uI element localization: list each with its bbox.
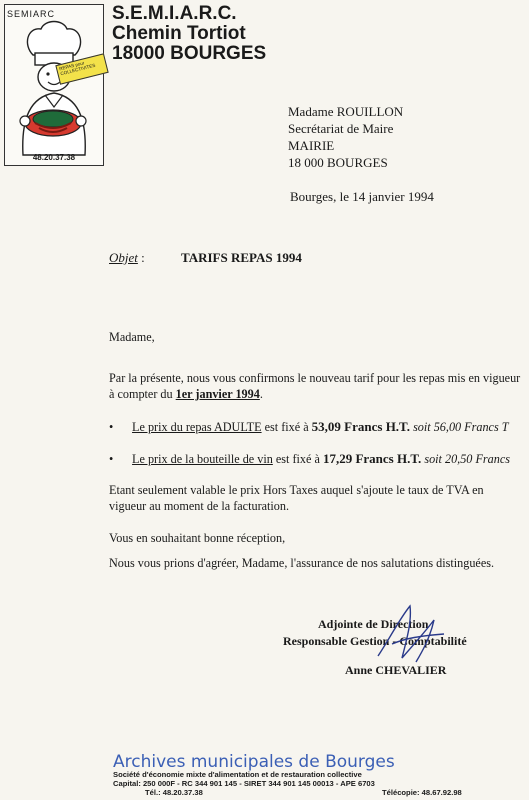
paragraph-confirmation (109, 370, 521, 402)
price-item-mid: est fixé à (264, 420, 309, 434)
repas-sign: REPAS pour COLLECTIVITES (55, 53, 108, 85)
recipient-name: Madame ROUILLON (288, 104, 404, 119)
price-item-label: Le prix du repas ADULTE (132, 420, 262, 434)
company-street: Chemin Tortiot (112, 23, 246, 44)
subject-label: Objet (109, 250, 138, 265)
semiarc-logo (4, 4, 104, 166)
letter-date: Bourges, le 14 janvier 1994 (290, 189, 434, 204)
price-item-label: Le prix de la bouteille de vin (132, 452, 273, 466)
logo-phone: 48.20.37.38 (32, 153, 76, 162)
price-item-wine (109, 451, 510, 467)
price-item-ttc: soit 20,50 Francs (424, 452, 510, 466)
price-item-ttc: soit 56,00 Francs T (413, 420, 509, 434)
greeting: Madame, (109, 330, 155, 344)
signature-title-2: Responsable Gestion - Comptabilité (283, 634, 467, 648)
logo-brand: SEMIARC (7, 9, 56, 19)
footer-fax: Télécopie: 48.67.92.98 (382, 788, 462, 797)
subject-line (109, 250, 302, 266)
bullet-dot-icon: • (109, 452, 114, 466)
subject-value: TARIFS REPAS 1994 (181, 250, 302, 265)
subject-separator: : (141, 250, 145, 265)
paragraph-closing: Vous en souhaitant bonne réception, (109, 531, 286, 545)
effective-date: 1er janvier 1994 (175, 387, 260, 401)
bullet-dot-icon: • (109, 420, 114, 434)
recipient-address (288, 103, 403, 171)
footer-phone: Tél.: 48.20.37.38 (145, 788, 203, 797)
paragraph-confirmation-text: Par la présente, nous vous confirmons le nouveau tarif pour les repas mis en vigueur à compter du (109, 371, 521, 401)
price-item-adult (109, 419, 509, 435)
company-name: S.E.M.I.A.R.C. (112, 3, 237, 24)
recipient-city: 18 000 BOURGES (288, 155, 388, 170)
recipient-org: MAIRIE (288, 138, 335, 153)
signature-title-1: Adjointe de Direction (318, 617, 429, 631)
price-item-mid: est fixé à (275, 452, 320, 466)
price-item-ht: 53,09 Francs H.T. (311, 419, 411, 434)
paragraph-salutation: Nous vous prions d'agréer, Madame, l'assurance de nos salutations distinguées. (109, 556, 495, 570)
signature-name: Anne CHEVALIER (345, 663, 447, 677)
company-header (112, 4, 266, 64)
price-item-ht: 17,29 Francs H.T. (322, 451, 422, 466)
chef-illustration (5, 15, 103, 163)
company-city: 18000 BOURGES (112, 43, 267, 64)
recipient-department: Secrétariat de Maire (288, 121, 394, 136)
archives-watermark: Archives municipales de Bourges (113, 752, 395, 772)
handwritten-signature (372, 598, 452, 668)
footer-description: Société d'économie mixte d'alimentation et de restauration collective (113, 770, 362, 779)
footer-registration: Capital: 250 000F - RC 344 901 145 - SIRET 344 901 145 00013 - APE 6703 (113, 779, 375, 788)
paragraph-tva: Etant seulement valable le prix Hors Taxes auquel s'ajoute le taux de TVA en vigueur au moment de la facturation. (109, 483, 484, 513)
paragraph-confirmation-end: . (259, 387, 263, 401)
